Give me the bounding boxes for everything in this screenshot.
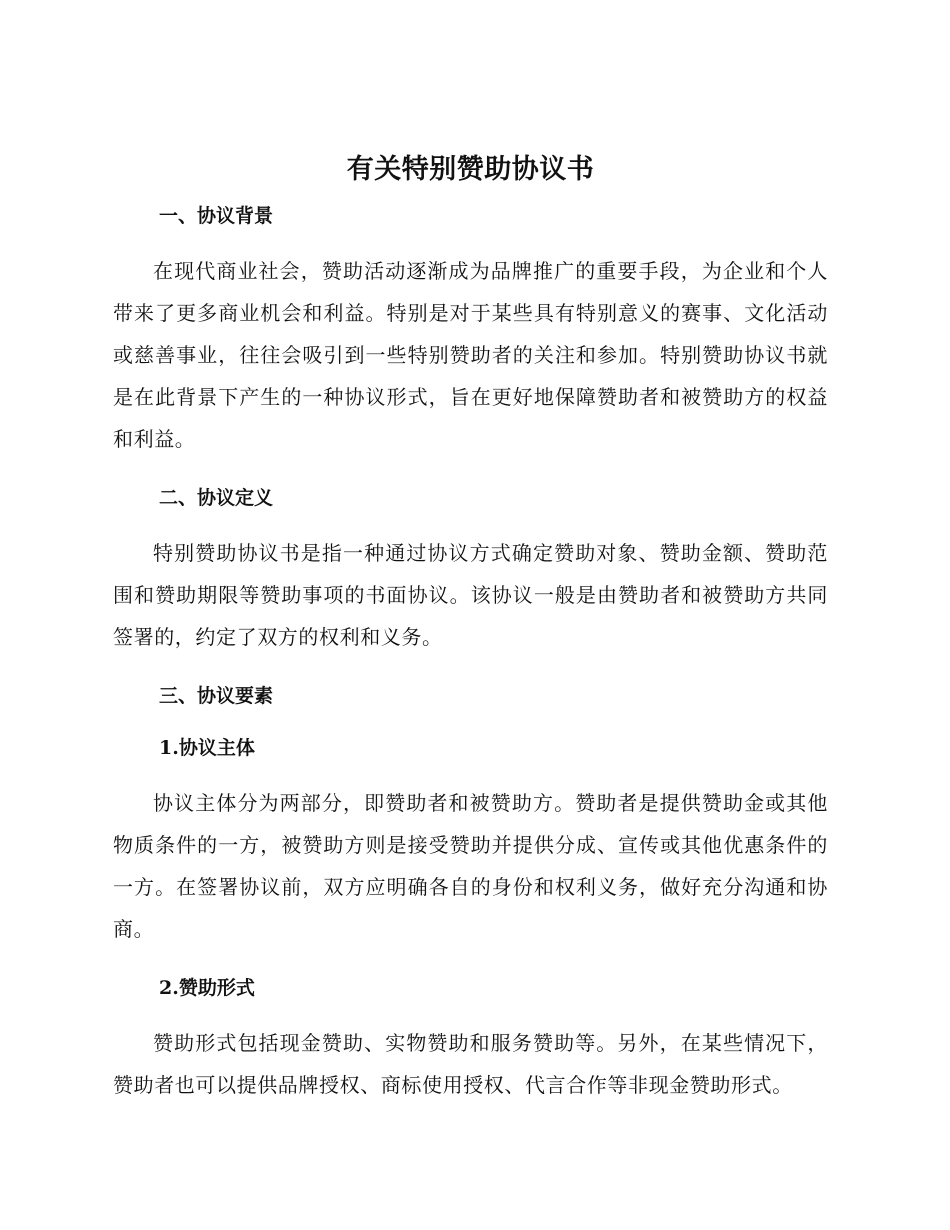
subsection-sponsorship-forms — [113, 974, 828, 1106]
section-paragraph-definition: 特别赞助协议书是指一种通过协议方式确定赞助对象、赞助金额、赞助范围和赞助期限等赞助事项的书面协议。该协议一般是由赞助者和被赞助方共同签署的，约定了双方的权利和义务。 — [113, 541, 828, 649]
section-heading-background: 一、协议背景 — [159, 205, 274, 227]
subsection-heading-sponsorship-forms: 2.赞助形式 — [159, 977, 255, 999]
section-paragraph-background: 在现代商业社会，赞助活动逐渐成为品牌推广的重要手段，为企业和个人带来了更多商业机会和利益。特别是对于某些具有特别意义的赛事、文化活动或慈善事业，往往会吸引到一些特别赞助者的关注和参加。特别赞助协议书就是在此背景下产生的一种协议形式，旨在更好地保障赞助者和被赞助方的权益和利益。 — [113, 259, 828, 451]
section-heading-elements: 三、协议要素 — [159, 685, 274, 707]
section-heading-definition: 二、协议定义 — [159, 487, 274, 509]
section-elements — [113, 682, 828, 1106]
subsection-heading-parties: 1.协议主体 — [159, 737, 255, 759]
subsection-paragraph-sponsorship-forms: 赞助形式包括现金赞助、实物赞助和服务赞助等。另外，在某些情况下，赞助者也可以提供品牌授权、商标使用授权、代言合作等非现金赞助形式。 — [113, 1031, 828, 1097]
section-background — [113, 202, 828, 460]
subsection-paragraph-parties: 协议主体分为两部分，即赞助者和被赞助方。赞助者是提供赞助金或其他物质条件的一方，被赞助方则是接受赞助并提供分成、宣传或其他优惠条件的一方。在签署协议前，双方应明确各自的身份和权利义务，做好充分沟通和协商。 — [113, 791, 828, 941]
section-definition — [113, 484, 828, 658]
subsection-parties — [113, 734, 828, 950]
document-title: 有关特别赞助协议书 — [346, 154, 595, 185]
